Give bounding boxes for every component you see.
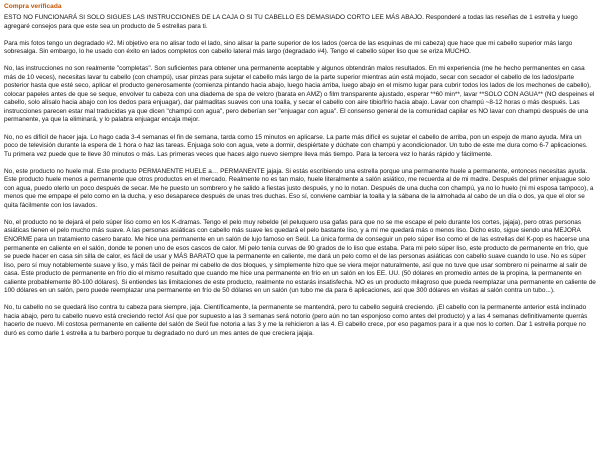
review-paragraph-duration: No, tu cabello no se quedará liso contra tu cabeza para siempre, jaja. Científicamente, la permanente se mantendrá, pero tu cabello seguirá creciendo. ¡El cabello con la permanente anterior está inclinado hacia abajo, pero tu cabello nuevo está creciendo recto! Así que por supuesto a las 3 semanas será notorio (pero aún no tan esponjoso como antes del producto) y a las 4 semanas definitivamente querrás hacerlo de nuevo. Mi costosa permanente en caliente del salón de Seúl fue notoria a las 3 y me la rehicieron a las 4. El cabello crece, por eso pagamos para ir a que nos lo corten. Dar 1 estrella porque no duró es como darle 1 estrella a tu barbero porque tu degradado no duró un mes antes de que creciera jajaja.	[4, 304, 588, 337]
review-paragraph-instructions: No, las instrucciones no son realmente "completas". Son suficientes para obtener una permanente aceptable y algunos obtendrán malos resultados. En mi experiencia (me he hecho permanentes en casa más de 10 veces), necesitas lavar tu cabello (con champú), usar pinzas para sujetar el cabello más largo de la parte superior mientras aún está mojado, secar con secador el cabello de los lados/parte posterior hasta que esté seco, aplicar el producto generosamente (comienza pintando hacia abajo, luego hacia arriba, luego abajo en el mismo lugar para cubrir todos los lados de los mechones de cabello), colocar papeles antes de que se seque, envolver tu cabeza con una diadema de spa de velcro (barata en AMZ) o film transparente ajustado, esperar **60 min**, lavar **SOLO CON AGUA** (NO despeines el cabello, solo alísalo hacia abajo con los dedos para enjuagar), dar palmaditas suaves con una toalla, y secar el cabello con aire tibio/frío hacia abajo. Lavar con champú ~8-12 horas o más después. Las instrucciones parecen estar mal traducidas ya que dicen "champú con agua", pero deberían ser "enjuagar con agua". El consenso general de la comunidad capilar es NO lavar con champú después de una permanente, ya que la eliminará, y lo palabra enjuagar encaja mejor.	[4, 65, 595, 124]
review-paragraph-results: No, el producto no te dejará el pelo súper liso como en los K-dramas. Tengo el pelo muy rebelde (el peluquero usa gafas para que no se me escape el pelo durante los cortes, jajaja), pero otras personas asiáticas tienen el pelo mucho más suave. A las personas asiáticas con cabello más suave les quedará el pelo bastante liso, y a mí me quedará más o menos liso. Dicho esto, sigue siendo una MEJORA ENORME para un tratamiento casero barato. Me hice una permanente en un salón de lujo famoso en Seúl. La única forma de conseguir un pelo súper liso como el de las estrellas del K-pop es hacerse una permanente en caliente en el salón, donde te ponen uno de esos cascos de calor. Mi pelo tenía curvas de 90 grados de lo liso que estaba. Para mi pelo súper liso, este producto de permanente en frío, que se puede hacer en casa sin silla de calor, es fácil de usar y MÁS BARATO que la permanente en caliente, me dará un pelo como el de las personas asiáticas con cabello suave cuando lo use. No es súper liso, pero sí muy notablemente suave y liso, y más fácil de peinar mi cabello de dos bloques, y simplemente hizo que se viera mejor naturalmente, así que no tuve que usar sombrero ni peinarme al salir de casa. Este producto de permanente en frío dio el mismo resultado que cuando me hice una permanente en frío en un salón en los EE. UU. (50 dólares en promedio antes de la propina, la permanente en caliente probablemente 80-100 dólares). Si entiendes las limitaciones de este producto, realmente no estarás insatisfecha. NO es un producto milagroso que pueda reemplazar una permanente en caliente de 100 dólares en un salón, pero puede reemplazar una permanente en frío de 50 dólares en un salón (un tubo me da para 6 aplicaciones, así que 300 dólares en visitas al salón contra un tubo...).	[4, 218, 596, 295]
review-paragraph-difficulty: No, no es difícil de hacer jaja. Lo hago cada 3-4 semanas el fin de semana, tarda como 15 minutos en aplicarse. La parte más difícil es sujetar el cabello de arriba, pon un espejo de mano ayuda. Mira un poco de televisión durante la espera de 1 hora o haz las tareas. Enjuaga solo con agua, vete a dormir, despiértate y dúchate con champú y acondicionador. Un tubo de este me dura como 6-7 aplicaciones. Tu primera vez puede que te lleve 30 minutos o más. Las primeras veces que haces algo nuevo siempre lleva más tiempo. Para la tercera vez lo harás rápido y fácilmente.	[4, 133, 588, 158]
review-paragraph-smell: No, este producto no huele mal. Este producto PERMANENTE HUELE a… PERMANENTE jajaja. Si estás escribiendo una estrella porque una permanente huele a permanente, entonces necesitas ayuda. Este producto huele menos a permanente que otros productos en el mercado. Realmente no es tan malo, huele literalmente a salón asiático, me recuerda al de mi madre. Después del primer enjuague solo con agua, puedo olerlo un poco después de secar. Me he puesto un sombrero y he salido a fiestas justo después, y no lo notan. Después de una ducha con champú, ya no lo huelo (ni mi esposa tampoco), a menos que me empape el pelo como en la ducha, y eso desaparece después de unas tres duchas. Eso sí, conviene cambiar la toalla y la sábana de la almohada al cabo de un día o dos, ya que el olor se quita fácilmente con los lavados.	[4, 167, 594, 209]
verified-purchase-badge[interactable]: Compra verificada	[4, 3, 62, 10]
review-paragraph-warning: ESTO NO FUNCIONARÁ SI SOLO SIGUES LAS INSTRUCCIONES DE LA CAJA O SI TU CABELLO ES DEMASIADO CORTO LEE MÁS ABAJO. Responderé a todas las reseñas de 1 estrella y luego agregaré consejos para que este sea un producto de 5 estrellas para ti.	[4, 14, 578, 30]
review-paragraph-photos: Para mis fotos tengo un degradado #2. Mi objetivo era no alisar todo el lado, sino alisar la parte superior de los lados (cerca de las esquinas de mi cabeza) que hace que mi cabello superior más largo sobresalga. Sin embargo, lo he usado con éxito en lados completos con cabello lateral más largo (degradado #4). Tengo el cabello súper liso que se eriza MUCHO.	[4, 39, 573, 56]
